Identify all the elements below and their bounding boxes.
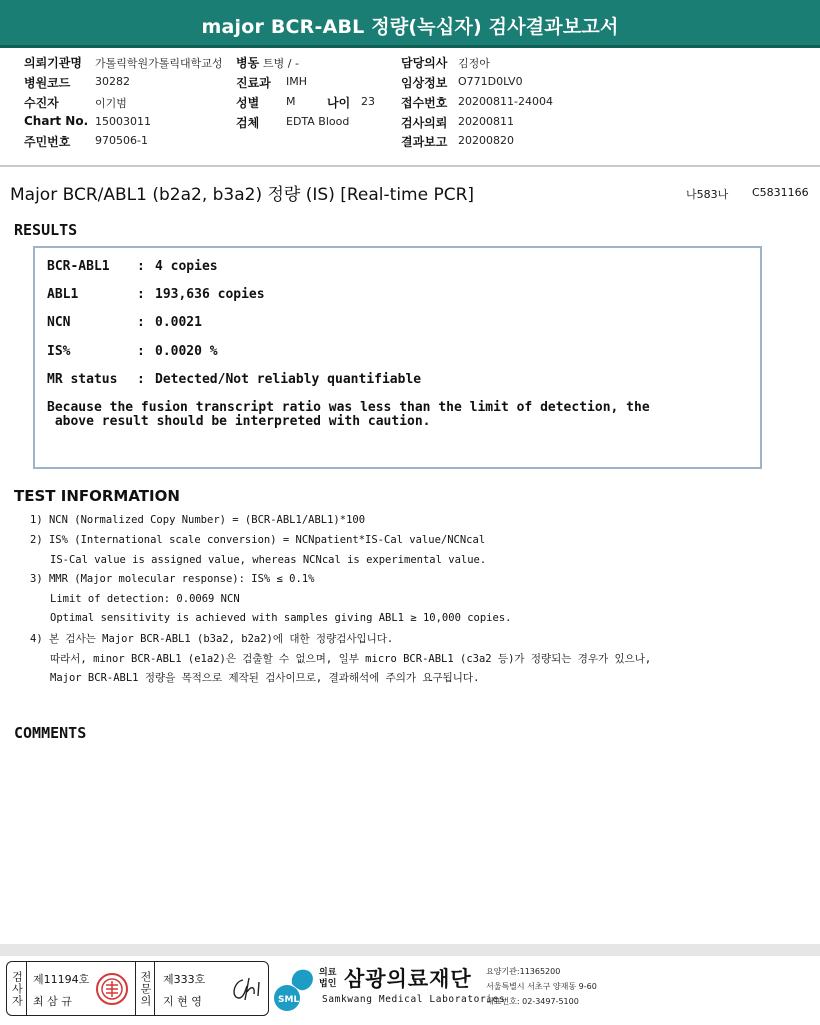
ocs-value: O771D0LV0 — [458, 75, 523, 88]
request-value: 20200811 — [458, 115, 514, 128]
test-info-line: 2) IS% (International scale conversion) = NCNpatient*IS-Cal value/NCNcal — [30, 534, 486, 546]
dept-value: IMH — [286, 75, 308, 88]
result-value: Detected/Not reliably quantifiable — [155, 372, 422, 387]
hospital-label: 의뢰기관명 — [24, 56, 82, 70]
chart-label: Chart No. — [24, 114, 89, 128]
ward-label: 병동 — [236, 56, 260, 70]
signature-icon — [229, 974, 269, 1004]
dept-label: 진료과 — [236, 76, 271, 90]
result-colon: : — [137, 259, 145, 274]
result-key: MR status — [47, 372, 118, 387]
test-info-line: IS-Cal value is assigned value, whereas NCNcal is experimental value. — [50, 554, 487, 566]
footer-divider — [0, 944, 820, 956]
code-label: 병원코드 — [24, 76, 71, 90]
result-row — [47, 259, 218, 274]
result-value: 4 copies — [155, 259, 218, 274]
result-value: 0.0020 % — [155, 344, 218, 359]
specialist-name: 지 현 영 — [163, 995, 202, 1008]
divider — [0, 165, 820, 167]
result-key: ABL1 — [47, 287, 79, 302]
org-address: 서울특별시 서초구 양재동 9-60 — [486, 982, 597, 991]
rrn-value: 970506-1 — [95, 134, 148, 147]
org-english-name: Samkwang Medical Laboratories — [322, 994, 506, 1005]
result-colon: : — [137, 372, 145, 387]
test-info-line: 4) 본 검사는 Major BCR-ABL1 (b3a2, b2a2)에 대한 정량검사입니다. — [30, 633, 394, 645]
test-code-id: C5831166 — [752, 186, 809, 199]
age-value: 23 — [361, 95, 375, 108]
receipt-label: 접수번호 — [401, 96, 448, 110]
sml-logo-icon — [272, 962, 322, 1012]
result-key: NCN — [47, 315, 71, 330]
patient-label: 수진자 — [24, 96, 59, 110]
result-row — [47, 372, 421, 387]
examiner-license: 제11194호 — [33, 973, 90, 986]
patient-value: 이기범 — [95, 97, 127, 110]
specialist-label: 전문의 — [135, 962, 155, 1015]
result-row — [47, 287, 265, 302]
specimen-value: EDTA Blood — [286, 115, 350, 128]
comments-heading: COMMENTS — [14, 724, 87, 742]
examiner-label: 검사자 — [7, 962, 27, 1015]
ocs-label: 임상정보 — [401, 76, 448, 90]
result-row — [47, 315, 202, 330]
result-key: BCR-ABL1 — [47, 259, 110, 274]
test-info-line: Limit of detection: 0.0069 NCN — [50, 593, 240, 605]
caution-line: Because the fusion transcript ratio was less than the limit of detection, the — [47, 400, 650, 415]
org-name: 삼광의료재단 — [344, 967, 472, 991]
sex-value: M — [286, 95, 296, 108]
code-value: 30282 — [95, 75, 130, 88]
org-phone: 대표번호: 02-3497-5100 — [486, 997, 579, 1006]
rrn-label: 주민번호 — [24, 135, 71, 149]
test-code: 나583나 — [686, 188, 729, 201]
result-colon: : — [137, 315, 145, 330]
result-row — [47, 344, 218, 359]
signature-box — [6, 961, 269, 1016]
specimen-label: 검체 — [236, 116, 260, 130]
seal-icon — [95, 972, 129, 1006]
age-label: 나이 — [327, 96, 351, 110]
results-heading: RESULTS — [14, 221, 78, 239]
result-value: 193,636 copies — [155, 287, 265, 302]
result-colon: : — [137, 344, 145, 359]
hospital-value: 가톨릭학원가톨릭대학교성 — [95, 57, 223, 70]
result-key: IS% — [47, 344, 71, 359]
test-info-heading: TEST INFORMATION — [14, 487, 180, 505]
sex-label: 성별 — [236, 96, 260, 110]
result-caution-note — [47, 401, 747, 429]
ward-value: 트병 / - — [263, 57, 299, 70]
test-info-line: Major BCR-ABL1 정량을 목적으로 제작된 검사이므로, 결과해석에 주의가 요구됩니다. — [50, 672, 480, 684]
receipt-value: 20200811-24004 — [458, 95, 553, 108]
report-label: 결과보고 — [401, 135, 448, 149]
doctor-value: 김정아 — [458, 57, 490, 70]
caution-line: above result should be interpreted with caution. — [47, 414, 431, 429]
org-code: 요양기관:11365200 — [486, 967, 561, 976]
request-label: 검사의뢰 — [401, 116, 448, 130]
logo-text: SML — [278, 995, 300, 1005]
test-info-line: 1) NCN (Normalized Copy Number) = (BCR-ABL1/ABL1)*100 — [30, 514, 366, 526]
doctor-label: 담당의사 — [401, 56, 448, 70]
test-title: Major BCR/ABL1 (b2a2, b3a2) 정량 (IS) [Real-time PCR] — [10, 185, 475, 205]
results-box — [33, 246, 762, 469]
result-colon: : — [137, 287, 145, 302]
examiner-name: 최 삼 규 — [33, 995, 72, 1008]
report-header — [0, 0, 820, 48]
result-value: 0.0021 — [155, 315, 202, 330]
specialist-license: 제333호 — [163, 973, 206, 986]
test-info-line: Optimal sensitivity is achieved with samples giving ABL1 ≥ 10,000 copies. — [50, 612, 512, 624]
org-prefix: 의료법인 — [319, 968, 337, 989]
report-value: 20200820 — [458, 134, 514, 147]
chart-value: 15003011 — [95, 115, 151, 128]
test-info-line: 따라서, minor BCR-ABL1 (e1a2)은 검출할 수 없으며, 일부 micro BCR-ABL1 (c3a2 등)가 정량되는 경우가 있으나, — [50, 653, 652, 665]
report-title: major BCR-ABL 정량(녹십자) 검사결과보고서 — [201, 16, 619, 38]
test-info-line: 3) MMR (Major molecular response): IS% ≤ 0.1% — [30, 573, 315, 585]
